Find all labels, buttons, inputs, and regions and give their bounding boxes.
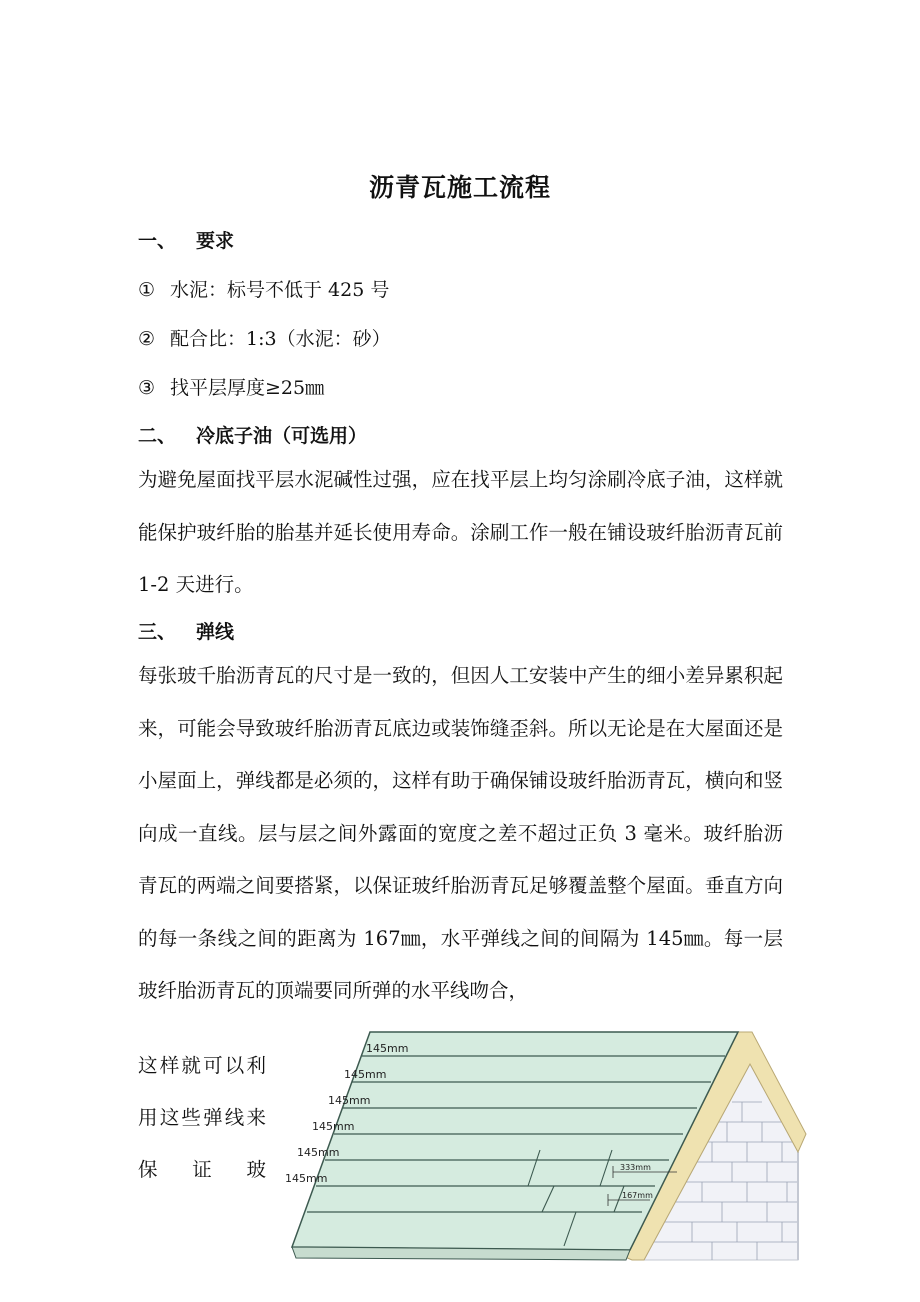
list-marker: ① xyxy=(138,279,156,301)
list-item-text: 水泥：标号不低于 425 号 xyxy=(170,279,390,301)
dimension-333-label: 333mm xyxy=(620,1163,651,1172)
section-heading-primer xyxy=(138,421,367,448)
list-item xyxy=(138,373,324,400)
side-paragraph: 这样就可以利用这些弹线来保证玻 xyxy=(138,1054,266,1181)
row-dimension-label: 145mm xyxy=(344,1068,387,1081)
row-dimension-label: 145mm xyxy=(285,1172,328,1185)
section-heading-requirements xyxy=(138,226,234,253)
row-dimension-label: 145mm xyxy=(297,1146,340,1159)
list-item xyxy=(138,275,389,302)
roof-shingle-diagram xyxy=(282,1022,814,1268)
section-heading-chalk-lines xyxy=(138,617,234,644)
section-number: 一、 xyxy=(138,230,177,252)
list-item xyxy=(138,324,391,351)
section-number: 二、 xyxy=(138,425,177,447)
list-marker: ② xyxy=(138,328,156,350)
section-number: 三、 xyxy=(138,621,177,643)
row-dimension-label: 145mm xyxy=(312,1120,355,1133)
paragraph-chalk-lines: 每张玻千胎沥青瓦的尺寸是一致的，但因人工安装中产生的细小差异累积起来，可能会导致玻纤胎沥青瓦底边或装饰缝歪斜。所以无论是在大屋面还是小屋面上，弹线都是必须的，这样有助于确保铺设玻纤胎沥青瓦，横向和竖向成一直线。层与层之间外露面的宽度之差不超过正负 3 毫米。玻纤胎沥青瓦的两端之间要搭紧，以保证玻纤胎沥青瓦足够覆盖整个屋面。垂直方向的每一条线之间的距离为 167㎜，水平弹线之间的间隔为 145㎜。每一层玻纤胎沥青瓦的顶端要同所弹的水平线吻合， xyxy=(138,664,783,1002)
row-dimension-label: 145mm xyxy=(366,1042,409,1055)
list-marker: ③ xyxy=(138,377,156,399)
section-heading-text: 要求 xyxy=(196,230,235,252)
row-dimension-label: 145mm xyxy=(328,1094,371,1107)
paragraph-primer: 为避免屋面找平层水泥碱性过强，应在找平层上均匀涂刷冷底子油，这样就能保护玻纤胎的胎基并延长使用寿命。涂刷工作一般在铺设玻纤胎沥青瓦前 1-2 天进行。 xyxy=(138,468,783,596)
dimension-167-label: 167mm xyxy=(622,1191,653,1200)
page-title: 沥青瓦施工流程 xyxy=(368,173,551,202)
list-item-text: 找平层厚度≥25㎜ xyxy=(170,377,325,399)
list-item-text: 配合比：1:3（水泥：砂） xyxy=(170,328,391,350)
section-heading-text: 弹线 xyxy=(196,621,235,643)
section-heading-text: 冷底子油（可选用） xyxy=(196,425,368,447)
